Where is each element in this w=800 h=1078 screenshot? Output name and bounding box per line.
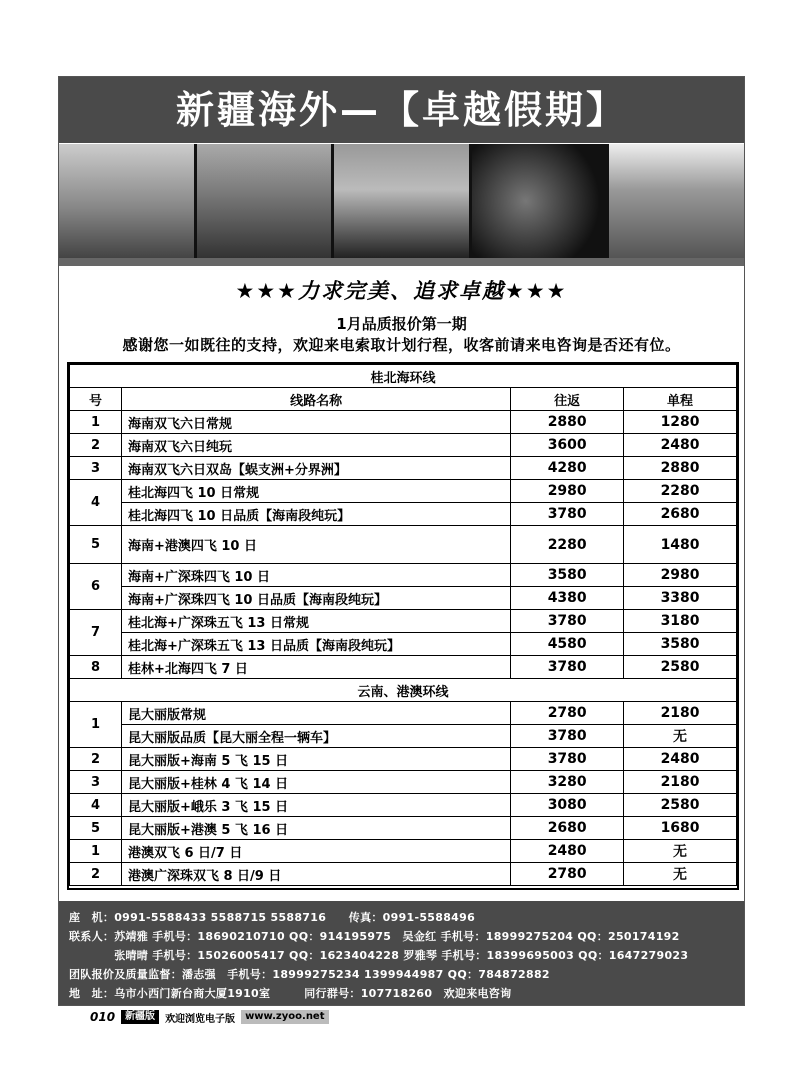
- photo-coral-fish: [472, 144, 607, 258]
- row-round-price: 3580: [511, 564, 624, 587]
- row-num: 1: [70, 840, 122, 863]
- table-row: [70, 748, 737, 771]
- row-round-price: 2780: [511, 702, 624, 725]
- row-single-price: 无: [624, 863, 737, 886]
- price-table-frame: [67, 362, 739, 890]
- row-single-price: 1680: [624, 817, 737, 840]
- website-link[interactable]: www.zyoo.net: [241, 1010, 328, 1024]
- contact-footer: [59, 901, 744, 1005]
- row-route: 海南双飞六日常规: [121, 411, 510, 434]
- row-single-price: 2880: [624, 457, 737, 480]
- footer-contact-line-1: 联系人：苏靖雅 手机号：18690210710 QQ：914195975 吴金红 手机号：18999275204 QQ：250174192: [69, 930, 680, 943]
- row-route: 昆大丽版+峨乐 3 飞 15 日: [121, 794, 510, 817]
- divider-stripe: [59, 258, 744, 266]
- photo-coast-rocks: [197, 144, 332, 258]
- row-round-price: 3780: [511, 748, 624, 771]
- edition-label: 新疆版: [121, 1010, 159, 1024]
- table-row: [70, 587, 737, 610]
- row-num: 1: [70, 702, 122, 748]
- row-route: 海南+广深珠四飞 10 日品质【海南段纯玩】: [121, 587, 510, 610]
- tagline: 欢迎浏览电子版: [165, 1013, 236, 1025]
- row-single-price: 3180: [624, 610, 737, 633]
- row-single-price: 3380: [624, 587, 737, 610]
- table-row: [70, 794, 737, 817]
- row-route: 海南+港澳四飞 10 日: [121, 526, 510, 564]
- row-single-price: 2280: [624, 480, 737, 503]
- table-row: [70, 434, 737, 457]
- row-route: 桂林+北海四飞 7 日: [121, 656, 510, 679]
- row-route: 桂北海四飞 10 日常规: [121, 480, 510, 503]
- table-row: [70, 411, 737, 434]
- row-single-price: 2480: [624, 434, 737, 457]
- intro-text: 感谢您一如既往的支持，欢迎来电索取计划行程，收客前请来电咨询是否还有位。: [122, 336, 681, 354]
- row-round-price: 3780: [511, 725, 624, 748]
- row-round-price: 2280: [511, 526, 624, 564]
- row-single-price: 2480: [624, 748, 737, 771]
- row-round-price: 3280: [511, 771, 624, 794]
- row-single-price: 无: [624, 840, 737, 863]
- table-row: [70, 503, 737, 526]
- footer-contact-line-2: 张晴晴 手机号：15026005417 QQ：1623404228 罗雅琴 手机号：18399695003 QQ：1647279023: [69, 949, 689, 962]
- row-route: 桂北海+广深珠五飞 13 日品质【海南段纯玩】: [121, 633, 510, 656]
- row-num: 5: [70, 526, 122, 564]
- section-header: 桂北海环线: [70, 365, 737, 388]
- row-route: 海南双飞六日纯玩: [121, 434, 510, 457]
- row-single-price: 无: [624, 725, 737, 748]
- row-round-price: 2780: [511, 863, 624, 886]
- footer-supervisor-line: 团队报价及质量监督：潘志强 手机号：18999275234 1399944987 QQ：784872882: [69, 968, 550, 981]
- row-num: 2: [70, 434, 122, 457]
- row-single-price: 2180: [624, 702, 737, 725]
- row-single-price: 2580: [624, 794, 737, 817]
- header-banner: [59, 77, 744, 143]
- row-single-price: 3580: [624, 633, 737, 656]
- footer-address-line: 地 址：乌市小西门新台商大厦1910室 同行群号：107718260 欢迎来电咨询: [69, 987, 512, 1000]
- slogan: ★★★力求完美、追求卓越★★★: [235, 279, 568, 303]
- col-header-num: 号: [70, 388, 122, 411]
- col-header-route: 线路名称: [121, 388, 510, 411]
- table-row: [70, 610, 737, 633]
- row-single-price: 2980: [624, 564, 737, 587]
- row-num: 4: [70, 794, 122, 817]
- row-round-price: 4280: [511, 457, 624, 480]
- row-single-price: 2180: [624, 771, 737, 794]
- row-route: 港澳双飞 6 日/7 日: [121, 840, 510, 863]
- table-row: [70, 656, 737, 679]
- row-num: 1: [70, 411, 122, 434]
- row-single-price: 2580: [624, 656, 737, 679]
- row-route: 桂北海+广深珠五飞 13 日常规: [121, 610, 510, 633]
- row-route: 昆大丽版常规: [121, 702, 510, 725]
- row-round-price: 3780: [511, 610, 624, 633]
- footer-phone-line: 座 机：0991-5588433 5588715 5588716 传真：0991-5588496: [69, 911, 476, 924]
- row-num: 4: [70, 480, 122, 526]
- page: [58, 76, 745, 1006]
- row-route: 昆大丽版+港澳 5 飞 16 日: [121, 817, 510, 840]
- row-round-price: 4380: [511, 587, 624, 610]
- row-round-price: 3080: [511, 794, 624, 817]
- row-round-price: 2880: [511, 411, 624, 434]
- row-round-price: 2680: [511, 817, 624, 840]
- table-row: [70, 702, 737, 725]
- photo-palm-beach: [59, 144, 194, 258]
- table-row: [70, 771, 737, 794]
- row-round-price: 4580: [511, 633, 624, 656]
- row-num: 3: [70, 457, 122, 480]
- row-route: 昆大丽版品质【昆大丽全程一辆车】: [121, 725, 510, 748]
- row-route: 昆大丽版+海南 5 飞 15 日: [121, 748, 510, 771]
- row-num: 2: [70, 748, 122, 771]
- row-route: 港澳广深珠双飞 8 日/9 日: [121, 863, 510, 886]
- row-num: 5: [70, 817, 122, 840]
- photo-bay-hills: [334, 144, 469, 258]
- row-round-price: 3780: [511, 503, 624, 526]
- row-round-price: 3600: [511, 434, 624, 457]
- page-number: 010: [90, 1010, 116, 1024]
- row-round-price: 2480: [511, 840, 624, 863]
- table-row: [70, 817, 737, 840]
- photo-resort-aerial: [609, 144, 744, 258]
- row-num: 6: [70, 564, 122, 610]
- table-row: [70, 564, 737, 587]
- section-header: 云南、港澳环线: [70, 679, 737, 702]
- table-row: [70, 725, 737, 748]
- col-header-round: 往返: [511, 388, 624, 411]
- page-footer-bar: [90, 1010, 329, 1024]
- table-row: [70, 840, 737, 863]
- row-route: 海南+广深珠四飞 10 日: [121, 564, 510, 587]
- row-route: 桂北海四飞 10 日品质【海南段纯玩】: [121, 503, 510, 526]
- price-table: [69, 364, 737, 886]
- table-row: [70, 526, 737, 564]
- row-num: 8: [70, 656, 122, 679]
- photo-strip: [59, 144, 744, 258]
- table-row: [70, 480, 737, 503]
- row-round-price: 2980: [511, 480, 624, 503]
- row-num: 2: [70, 863, 122, 886]
- row-num: 7: [70, 610, 122, 656]
- row-num: 3: [70, 771, 122, 794]
- row-route: 昆大丽版+桂林 4 飞 14 日: [121, 771, 510, 794]
- page-title: 新疆海外—【卓越假期】: [175, 88, 627, 132]
- row-single-price: 2680: [624, 503, 737, 526]
- row-single-price: 1280: [624, 411, 737, 434]
- table-row: [70, 457, 737, 480]
- table-row: [70, 633, 737, 656]
- row-single-price: 1480: [624, 526, 737, 564]
- row-route: 海南双飞六日双岛【蜈支洲+分界洲】: [121, 457, 510, 480]
- row-round-price: 3780: [511, 656, 624, 679]
- col-header-single: 单程: [624, 388, 737, 411]
- issue-subtitle: 1月品质报价第一期: [336, 315, 467, 333]
- table-row: [70, 863, 737, 886]
